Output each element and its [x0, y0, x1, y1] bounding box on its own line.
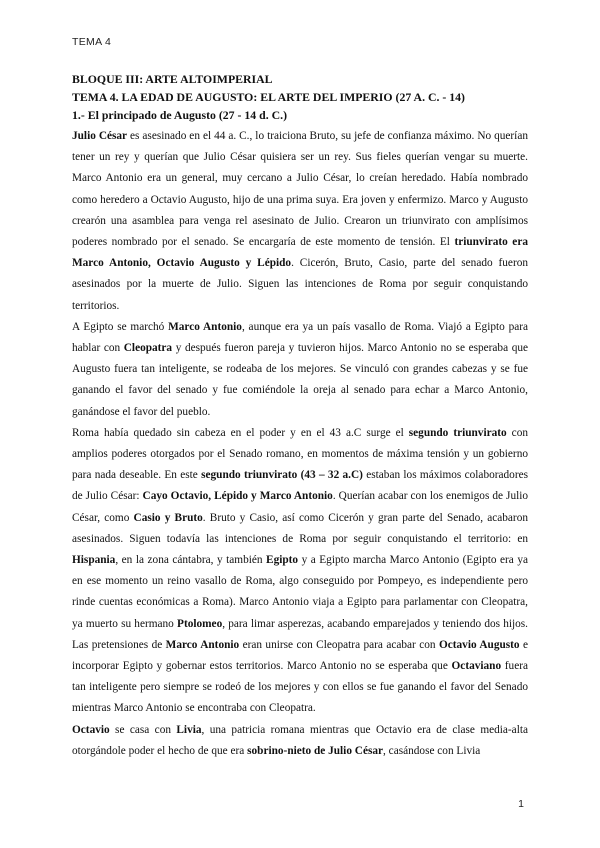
section-heading: 1.- El principado de Augusto (27 - 14 d. C.)	[72, 108, 287, 122]
text-run: se casa con	[109, 723, 177, 736]
body-paragraph	[72, 720, 528, 762]
bold-text: Cayo Octavio, Lépido y Marco Antonio	[142, 490, 333, 503]
text-run: , aunque era ya un país vasallo de Roma. Viajó a Egipto para hablar con	[72, 320, 529, 355]
text-run: Roma había quedado sin cabeza en el poder y en el 43 a.C surge el	[72, 426, 409, 439]
document-body	[72, 70, 528, 762]
bold-text: Egipto	[266, 554, 299, 567]
bold-text: sobrino-nieto de Julio César	[247, 744, 384, 757]
bold-text: Octavio	[72, 723, 110, 736]
text-run: fuera tan inteligente pero siempre se rodeó de los mejores y con ellos se fue ganando el favor del Senado mientras Marco Antonio se encontraba con Cleopatra.	[72, 660, 528, 715]
bold-text: Cleopatra	[123, 342, 173, 355]
page-header: TEMA 4	[72, 36, 112, 48]
text-run: e incorporar Egipto y gobernar estos territorios. Marco Antonio no se esperaba que	[72, 638, 529, 673]
body-paragraph	[72, 423, 528, 720]
bold-text: Octaviano	[451, 660, 502, 673]
text-run: eran unirse con Cleopatra para acabar con	[239, 638, 439, 651]
bold-text: Livia	[176, 723, 202, 736]
paragraph-list	[72, 126, 528, 762]
text-run: estaban los máximos colaboradores de Julio César:	[72, 469, 528, 503]
bold-text: triunvirato era Marco Antonio, Octavio Augusto y Lépido	[72, 236, 528, 270]
text-run: . Bruto y Casio, así como Cicerón y gran parte del Senado, acabaron asesinados. Siguen todavía las intenciones de Roma por seguir conquistando el territorio: en	[72, 511, 528, 545]
bold-text: Octavio Augusto	[438, 638, 520, 651]
bold-text: Ptolomeo	[177, 617, 223, 630]
block-heading: BLOQUE III: ARTE ALTOIMPERIAL	[72, 72, 273, 86]
bold-text: Hispania	[72, 554, 116, 567]
bold-text: segundo triunvirato	[408, 426, 507, 439]
text-run: es asesinado en el 44 a. C., lo traiciona Bruto, su jefe de confianza máximo. No querían tener un rey y querían que Julio César quisiera ser un rey. Sus fieles querían vengar su muerte. Marco Antonio era un general, muy cercano a Julio César, lo creían heredado. Había nombrado como heredero a Octavio Augusto, hijo de una prima suya. Era joven y enfermizo. Marco y Augusto crearón una asamblea para venga rel asesinato de Julio. Crearon un triunvirato con amplísimos poderes nombrado por el senado. Se encargaría de este momento de tensión. El	[72, 130, 528, 249]
text-run: y a Egipto marcha Marco Antonio (Egipto era ya en ese momento un reino vasallo de Roma, algo conseguido por Pompeyo, es independiente pero rinde cuentas económicas a Roma). Marco Antonio viaja a Egipto para parlamentar con Cleopatra, ya muerto su hermano	[72, 554, 528, 630]
bold-text: Marco Antonio	[165, 638, 240, 651]
text-run: con amplios poderes otorgados por el Senado romano, en momentos de máxima tensión y un gobierno para nada deseable. En este	[72, 426, 528, 482]
bold-text: Julio César	[72, 130, 128, 142]
body-paragraph	[72, 317, 528, 423]
page-number: 1	[518, 798, 524, 810]
bold-text: Casio y Bruto	[133, 511, 203, 524]
text-run: , casándose con Livia	[383, 744, 481, 757]
text-run: A Egipto se marchó	[72, 320, 169, 333]
text-run: , en la zona cántabra, y también	[115, 554, 267, 567]
text-run: , para limar asperezas, acabando emparejados y teniendo dos hijos. Las pretensiones de	[72, 617, 529, 651]
text-run: . Cicerón, Bruto, Casio, parte del senado fueron asesinados por la muerte de Julio. Siguen las intenciones de Roma por seguir conquistando territorios.	[72, 257, 529, 312]
theme-heading: TEMA 4. LA EDAD DE AUGUSTO: EL ARTE DEL IMPERIO (27 A. C. - 14)	[72, 90, 465, 104]
text-run: y después fueron pareja y tuvieron hijos. Marco Antonio no se esperaba que Augusto fuera tan inteligente, se rodeaba de los mejores. Se vinculó con grandes cabezas y se fue ganando el favor del senado y fue comiéndole la oreja al senado para echar a Marco Antonio, ganándose el favor del pueblo.	[72, 342, 529, 418]
bold-text: segundo triunvirato (43 – 32 a.C)	[201, 469, 363, 482]
body-paragraph	[72, 126, 528, 317]
bold-text: Marco Antonio	[168, 320, 242, 333]
text-run: , una patricia romana mientras que Octavio era de clase media-alta otorgándole poder el hecho de que era	[72, 723, 528, 757]
text-run: . Querían acabar con los enemigos de Julio César, como	[72, 490, 529, 524]
